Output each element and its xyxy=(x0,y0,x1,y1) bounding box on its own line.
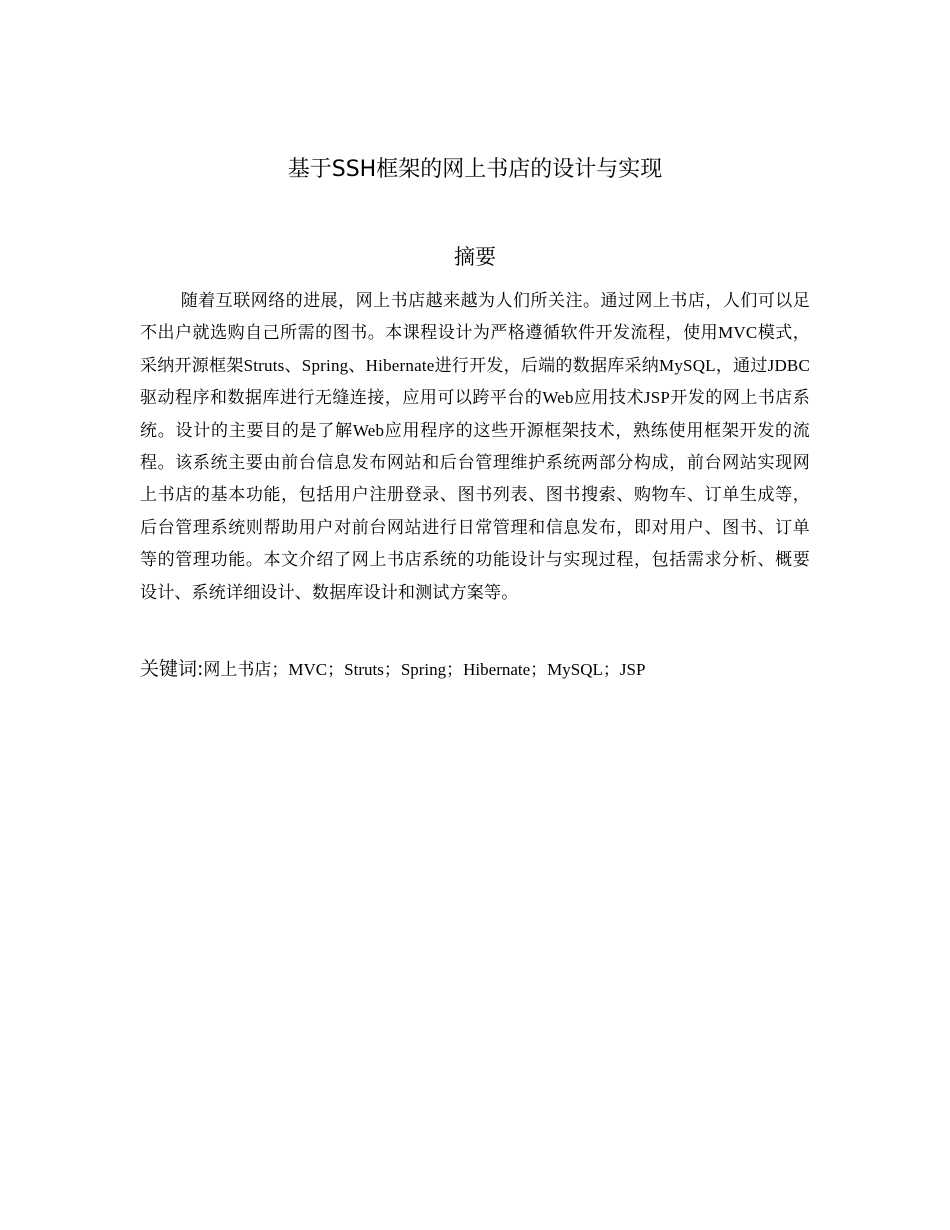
keywords-line xyxy=(140,653,810,686)
abstract-body: 随着互联网络的进展，网上书店越来越为人们所关注。通过网上书店，人们可以足不出户就选购自己所需的图书。本课程设计为严格遵循软件开发流程，使用MVC模式，采纳开源框架Struts、Spring、Hibernate进行开发，后端的数据库采纳MySQL，通过JDBC驱动程序和数据库进行无缝连接，应用可以跨平台的Web应用技术JSP开发的网上书店系统。设计的主要目的是了解Web应用程序的这些开源框架技术，熟练使用框架开发的流程。该系统主要由前台信息发布网站和后台管理维护系统两部分构成，前台网站实现网上书店的基本功能，包括用户注册登录、图书列表、图书搜索、购物车、订单生成等，后台管理系统则帮助用户对前台网站进行日常管理和信息发布，即对用户、图书、订单等的管理功能。本文介绍了网上书店系统的功能设计与实现过程，包括需求分析、概要设计、系统详细设计、数据库设计和测试方案等。 xyxy=(140,291,810,602)
document-title: 基于SSH框架的网上书店的设计与实现 xyxy=(287,157,663,182)
keywords-label: 关键词: xyxy=(140,658,204,680)
keywords-text: 网上书店；MVC；Struts；Spring；Hibernate；MySQL；JSP xyxy=(203,660,646,679)
abstract-heading: 摘要 xyxy=(454,245,496,269)
